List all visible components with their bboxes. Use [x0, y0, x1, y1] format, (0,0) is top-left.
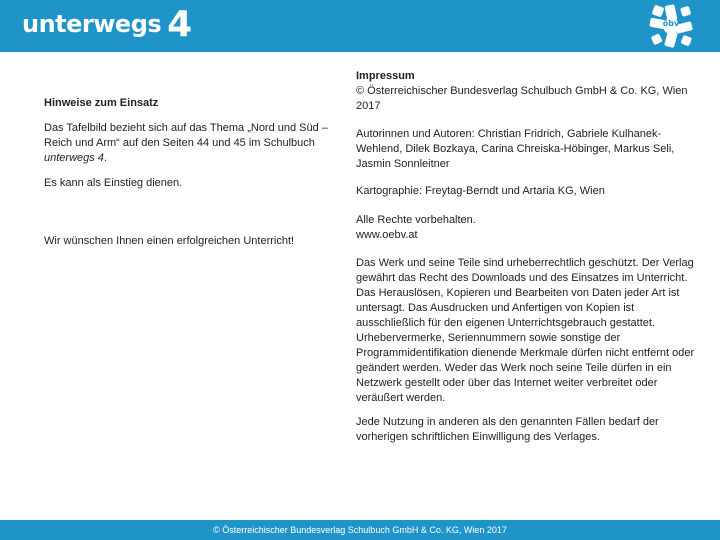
- usage-notes-text: Das Tafelbild bezieht sich auf das Thema „Nord und Süd – Reich und Arm“ auf den Seiten 44 und 45 im Schulbuch: [44, 122, 328, 149]
- brand-number: 4: [167, 4, 193, 45]
- brand-name: unterwegs: [22, 10, 162, 38]
- impressum-block: [356, 69, 701, 114]
- usage-notes-period: .: [103, 152, 107, 164]
- footer-copyright: © Österreichischer Bundesverlag Schulbuch GmbH & Co. KG, Wien 2017: [213, 525, 507, 535]
- logo-text: öbv: [662, 19, 680, 28]
- oebv-logo-icon: [648, 4, 694, 48]
- website-link[interactable]: www.oebv.at: [356, 229, 418, 241]
- rights-block: [356, 213, 701, 243]
- impressum-copyright: © Österreichischer Bundesverlag Schulbuch GmbH & Co. KG, Wien 2017: [356, 85, 688, 112]
- usage-notes-paragraph: [44, 121, 334, 166]
- closing-wish-text: Wir wünschen Ihnen einen erfolgreichen Unterricht!: [44, 235, 295, 247]
- legal-notice-text: Das Werk und seine Teile sind urheberrechtlich geschützt. Der Verlag gewährt das Recht des Downloads und des Einsatzes im Unterricht. Das Herauslösen, Kopieren und Bearbeiten von Daten jeder Art ist untersagt. Das Ausdrucken und Anfertigen von Kopien ist ausschließlich für den eigenen Unterrichtsgebrauch gestattet. Urhebervermerke, Seriennummern sowie sonstige der Programmidentifikation dienende Merkmale dürfen nicht entfernt oder geändert werden. Weder das Werk noch seine Teile dürfen in ein Netzwerk gestellt oder über das Internet weiter verbreitet oder veräußert werden.: [356, 257, 695, 404]
- impressum-title: Impressum: [356, 70, 415, 82]
- authors-text: Autorinnen und Autoren: Christian Fridrich, Gabriele Kulhanek-Wehlend, Dilek Bozkaya, Carina Chreiska-Höbinger, Markus Seli, Jasmin Sonnleitner: [356, 128, 675, 170]
- brand-title: [22, 4, 192, 45]
- cartography-text: Kartographie: Freytag-Berndt und Artaria KG, Wien: [356, 185, 605, 197]
- usage-permission-text: Jede Nutzung in anderen als den genannten Fällen bedarf der vorherigen schriftlichen Einwilligung des Verlages.: [356, 416, 659, 443]
- usage-notes-heading: Hinweise zum Einsatz: [44, 97, 159, 109]
- intro-usage-text: Es kann als Einstieg dienen.: [44, 177, 183, 189]
- header-bar: [0, 0, 720, 52]
- rights-text: Alle Rechte vorbehalten.: [356, 214, 476, 226]
- footer-bar: [0, 520, 720, 540]
- textbook-title: unterwegs 4: [44, 152, 104, 164]
